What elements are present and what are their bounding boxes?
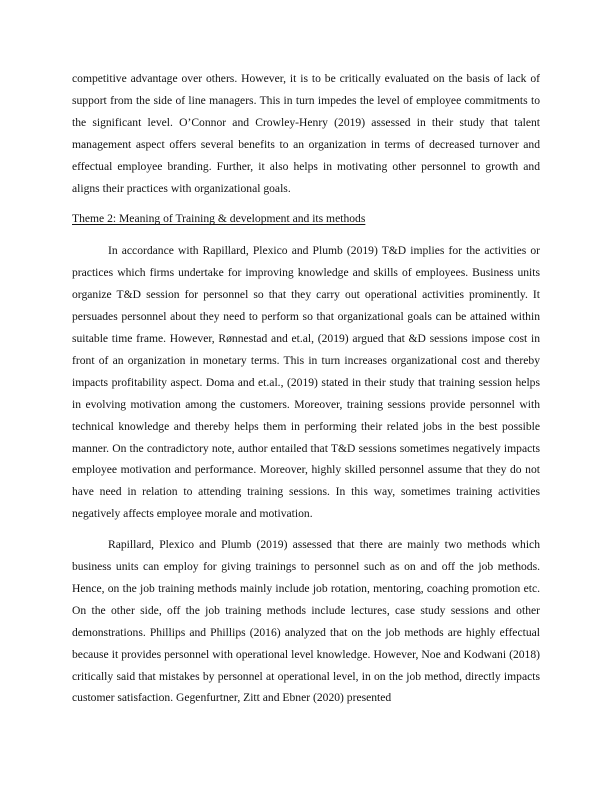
- theme-2-heading: Theme 2: Meaning of Training & development and its methods: [72, 212, 366, 226]
- paragraph-training-development-meaning: In accordance with Rapillard, Plexico and Plumb (2019) T&D implies for the activities or practices which firms undertake for improving knowledge and skills of employees. Business units organize T&D session for personnel so that they carry out operational activities prominently. It persuades personnel about they need to perform so that organizational goals can be attained within suitable time frame. However, Rønnestad and et.al, (2019) argued that &D sessions impose cost in front of an organization in monetary terms. This in turn increases organizational cost and thereby impacts profitability aspect. Doma and et.al., (2019) stated in their study that training session helps in evolving motivation among the customers. Moreover, training sessions provide personnel with technical knowledge and thereby helps them in performing their related jobs in the best possible manner. On the contradictory note, author entailed that T&D sessions sometimes negatively impacts employee motivation and performance. Moreover, highly skilled personnel assume that they do not have need in relation to attending training sessions. In this way, sometimes training activities negatively affects employee morale and motivation.: [72, 244, 540, 521]
- paragraph-training-methods: Rapillard, Plexico and Plumb (2019) assessed that there are mainly two methods which business units can employ for giving trainings to personnel such as on and off the job methods. Hence, on the job training methods mainly include job rotation, mentoring, coaching promotion etc. On the other side, off the job training methods include lectures, case study sessions and other demonstrations. Phillips and Phillips (2016) analyzed that on the job methods are highly effectual because it provides personnel with operational level knowledge. However, Noe and Kodwani (2018) critically said that mistakes by personnel at operational level, in on the job method, directly impacts customer satisfaction. Gegenfurtner, Zitt and Ebner (2020) presented: [72, 538, 540, 705]
- document-body: [72, 68, 540, 709]
- paragraph-talent-management: competitive advantage over others. However, it is to be critically evaluated on the basis of lack of support from the side of line managers. This in turn impedes the level of employee commitments to the significant level. O’Connor and Crowley-Henry (2019) assessed in their study that talent management aspect offers several benefits to an organization in terms of decreased turnover and effectual employee branding. Further, it also helps in motivating other personnel to growth and aligns their practices with organizational goals.: [72, 72, 540, 195]
